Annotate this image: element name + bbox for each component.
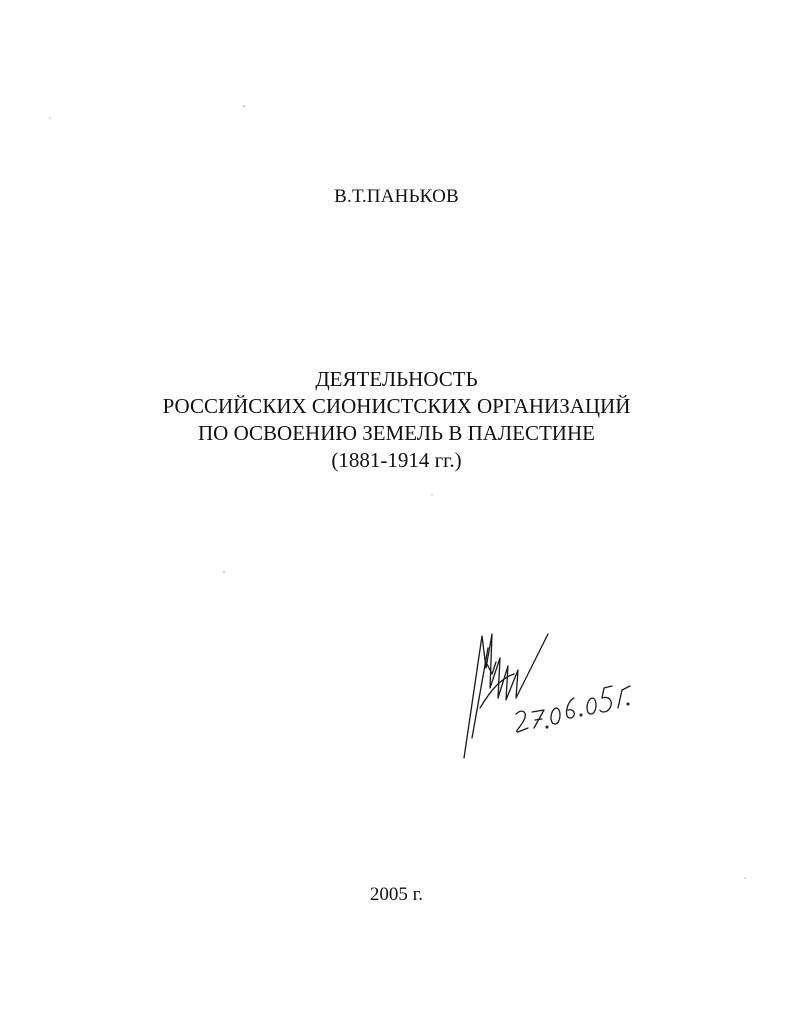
author-name: В.Т.ПАНЬКОВ <box>334 186 459 207</box>
title-line: ДЕЯТЕЛЬНОСТЬ <box>315 367 478 391</box>
document-title <box>0 366 793 474</box>
title-line: ПО ОСВОЕНИЮ ЗЕМЕЛЬ В ПАЛЕСТИНЕ <box>198 421 595 445</box>
title-line: (1881-1914 гг.) <box>331 448 462 472</box>
title-line: РОССИЙСКИХ СИОНИСТСКИХ ОРГАНИЗАЦИЙ <box>162 394 631 418</box>
publication-year: 2005 г. <box>369 884 424 905</box>
handwritten-signature <box>452 628 642 768</box>
